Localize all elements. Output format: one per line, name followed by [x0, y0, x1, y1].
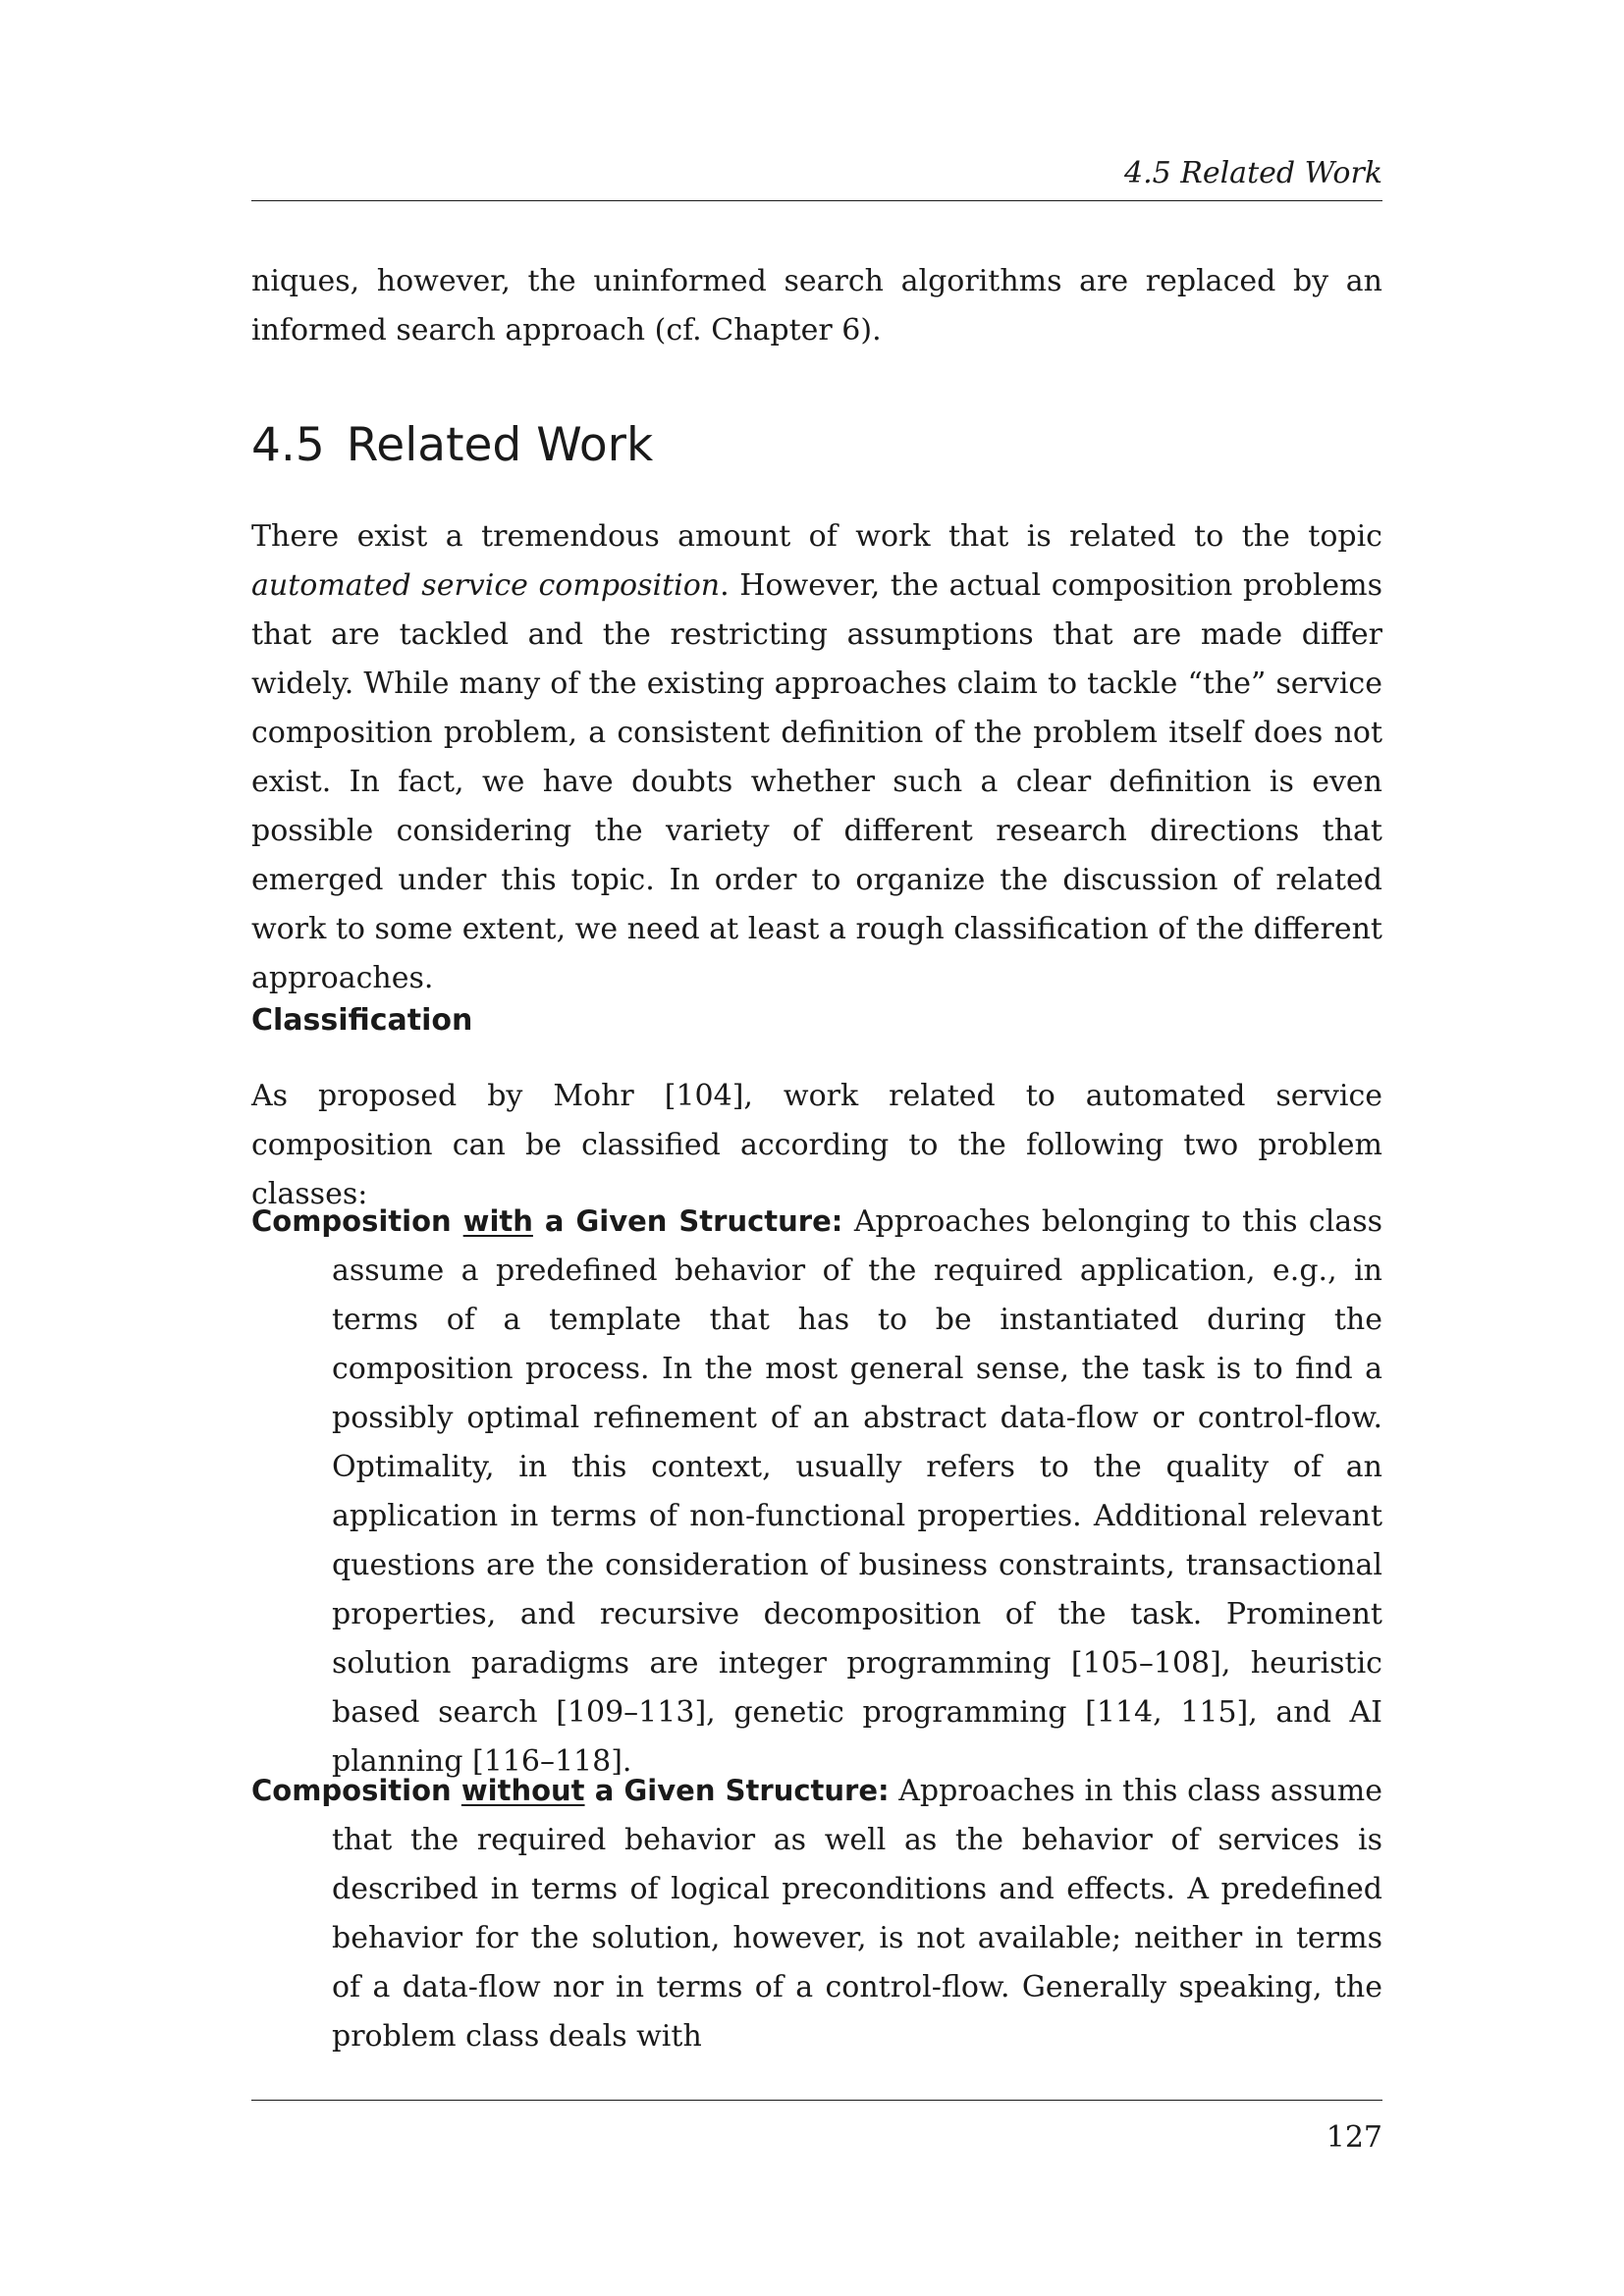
classification-paragraph: As proposed by Mohr [104], work related to automated service composition can be classified according to the following two problem classes: [251, 1079, 1382, 1211]
intro-paragraph [251, 512, 1382, 1003]
term-suffix: a Given Structure: [584, 1774, 890, 1807]
problem-class-description: Approaches belonging to this class assume a predefined behavior of the required application, e.g., in terms of a template that has to be instantiated during the composition process. In the most general sense, the task is to find a possibly optimal refinement of an abstract data-flow or control-flow. Optimality, in this context, usually refers to the quality of an application in terms of non-functional properties. Additional relevant questions are the consideration of business constraints, transactional properties, and recursive decomposition of the task. Prominent solution paradigms are integer programming [105–108], heuristic based search [109–113], genetic programming [114, 115], and AI planning [116–118]. [332, 1204, 1382, 1779]
term-emphasis: without [460, 1774, 585, 1807]
section-title: Related Work [346, 418, 654, 472]
intro-italic-term: automated service composition [251, 568, 721, 603]
header-rule [251, 200, 1382, 201]
problem-class-item [251, 1766, 1382, 2061]
running-header: 4.5 Related Work [1124, 156, 1382, 190]
subsection-heading: Classification [251, 1003, 473, 1038]
intro-text-rest: . However, the actual composition problems that are tackled and the restricting assumptions that are made differ widely. While many of the existing approaches claim to tackle “the” service composition problem, a consistent definition of the problem itself does not exist. In fact, we have doubts whether such a clear definition is even possible considering the variety of different research directions that emerged under this topic. In order to organize the discussion of related work to some extent, we need at least a rough classification of the different approaches. [251, 568, 1383, 995]
term-prefix: Composition [251, 1204, 463, 1238]
problem-class-description: Approaches in this class assume that the required behavior as well as the behavior of services is described in terms of logical preconditions and effects. A predefined behavior for the solution, however, is not available; neither in terms of a data-flow nor in terms of a control-flow. Generally speaking, the problem class deals with [332, 1774, 1382, 2054]
problem-class-item [251, 1197, 1382, 1787]
footer-rule [251, 2100, 1382, 2101]
section-heading [251, 416, 653, 475]
term-prefix: Composition [251, 1774, 461, 1807]
continuation-paragraph: niques, however, the uninformed search algorithms are replaced by an informed search approach (cf. Chapter 6). [251, 264, 1382, 347]
term-emphasis: with [462, 1204, 533, 1238]
page-number: 127 [1326, 2120, 1382, 2155]
section-number: 4.5 [251, 418, 325, 472]
term-suffix: a Given Structure: [532, 1204, 843, 1238]
intro-text-start: There exist a tremendous amount of work that is related to the topic [251, 519, 1382, 554]
document-page [251, 0, 1382, 2296]
problem-class-term [251, 1774, 890, 1807]
problem-class-term [251, 1204, 842, 1238]
